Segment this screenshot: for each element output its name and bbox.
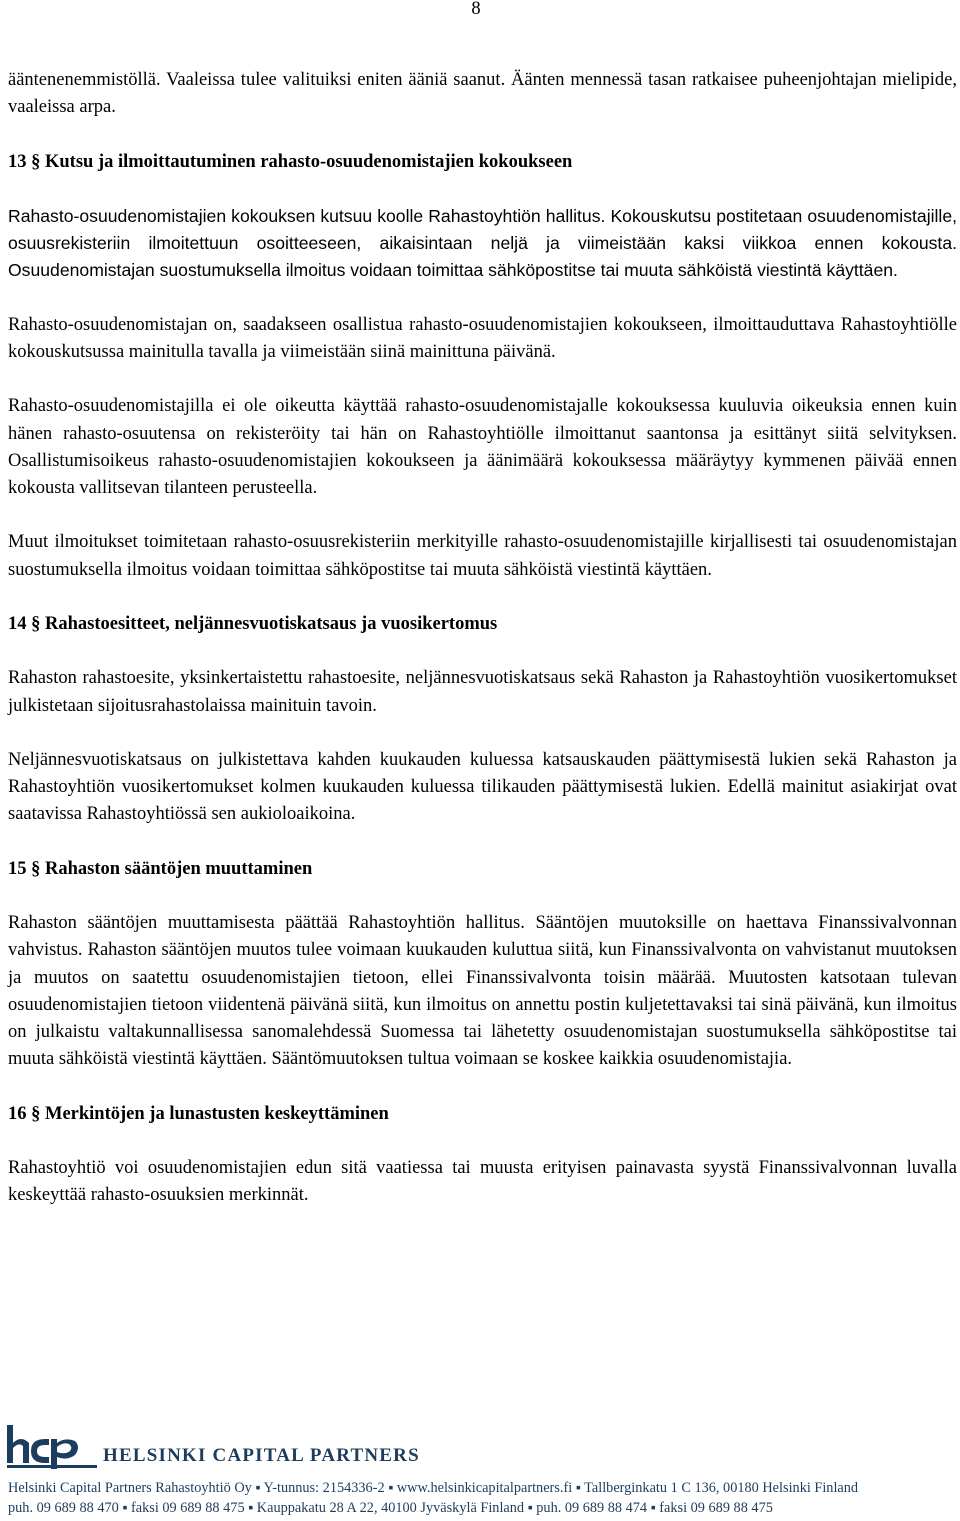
logo-text: HELSINKI CAPITAL PARTNERS: [103, 1445, 420, 1466]
section-15-heading: 15 § Rahaston sääntöjen muuttaminen: [8, 858, 313, 879]
footer-line-1: Helsinki Capital Partners Rahastoyhtiö Oy ▪ Y-tunnus: 2154336-2 ▪ www.helsinkicapitalpartners.fi ▪ Tallberginkatu 1 C 136, 00180 Helsinki Finland: [8, 1480, 859, 1496]
section-14-paragraph-1: Rahaston rahastoesite, yksinkertaistettu rahastoesite, neljännesvuotiskatsaus sekä Rahaston ja Rahastoyhtiön vuosikertomukset julkistetaan sijoitusrahastolaissa mainituin tavoin.: [8, 668, 957, 716]
hcp-logo-icon: [7, 1421, 420, 1471]
section-15-paragraph-1: Rahaston sääntöjen muuttamisesta päättää Rahastoyhtiön hallitus. Sääntöjen muutoksille on haettava Finanssivalvonnan vahvistus. Rahaston sääntöjen muutos tulee voimaan kuukauden kuluttua siitä, kun Finanssivalvonta on vahvistanut muutoksen ja muutos on saatettu osuudenomistajien tietoon, ellei Finanssivalvonta toisin määrää. Muutosten katsotaan tulevan osuudenomistajien tietoon viidentenä päivänä siitä, kun ilmoitus on annettu postin kuljetettavaksi tai sinä päivänä, kun ilmoitus on julkaistu valtakunnallisessa sanomalehdessä Suomessa tai lähetetty osuudenomistajan suostumuksella sähköpostitse tai muuta sähköistä viestintä käyttäen. Sääntömuutoksen tultua voimaan se koskee kaikkia osuudenomistajia.: [8, 913, 957, 1070]
page-number: 8: [471, 0, 481, 19]
intro-paragraph: ääntenenemmistöllä. Vaaleissa tulee valituiksi eniten ääniä saanut. Äänten mennessä tasan ratkaisee puheenjohtajan mielipide, vaaleissa arpa.: [8, 70, 957, 118]
section-13-heading: 13 § Kutsu ja ilmoittautuminen rahasto-osuudenomistajien kokoukseen: [8, 151, 573, 172]
section-13-paragraph-4: Muut ilmoitukset toimitetaan rahasto-osuusrekisteriin merkityille rahasto-osuudenomistajille kirjallisesti tai osuudenomistajan suostumuksella ilmoitus voidaan toimittaa sähköpostitse tai muuta sähköistä viestintä käyttäen.: [8, 532, 957, 580]
section-13-paragraph-1: Rahasto-osuudenomistajien kokouksen kutsuu koolle Rahastoyhtiön hallitus. Kokouskutsu postitetaan osuudenomistajille, osuusrekisteriin ilmoitettuun osoitteeseen, aikaisintaan neljä ja viimeistään kaksi viikkoa ennen kokousta. Osuudenomistajan suostumuksella ilmoitus voidaan toimittaa sähköpostitse tai muuta sähköistä viestintä käyttäen.: [8, 205, 957, 281]
section-13-paragraph-2: Rahasto-osuudenomistajan on, saadakseen osallistua rahasto-osuudenomistajien kokoukseen, ilmoittauduttava Rahastoyhtiölle kokouskutsussa mainitulla tavalla ja viimeistään siinä mainittuna päivänä.: [8, 314, 957, 362]
section-13-paragraph-3: Rahasto-osuudenomistajilla ei ole oikeutta käyttää rahasto-osuudenomistajalle kokouksessa kuuluvia oikeuksia ennen kuin hänen rahasto-osuutensa on rekisteröity tai hän on Rahastoyhtiölle ilmoittanut saantonsa ja esittänyt siitä selvityksen. Osallistumisoikeus rahasto-osuudenomistajien kokoukseen ja äänimäärä kokouksessa määräytyy kymmenen päivää ennen kokousta vallitsevan tilanteen perusteella.: [8, 396, 957, 498]
section-16-heading: 16 § Merkintöjen ja lunastusten keskeyttäminen: [8, 1103, 389, 1124]
footer: [8, 1478, 960, 1518]
section-14-paragraph-2: Neljännesvuotiskatsaus on julkistettava kahden kuukauden kuluessa katsauskauden päättymisestä lukien sekä Rahaston ja Rahastoyhtiön vuosikertomukset kolmen kuukauden kuluessa tilikauden päättymisestä lukien. Edellä mainitut asiakirjat ovat saatavissa Rahastoyhtiössä sen aukioloaikoina.: [8, 749, 957, 825]
footer-line-2: puh. 09 689 88 470 ▪ faksi 09 689 88 475 ▪ Kauppakatu 28 A 22, 40100 Jyväskylä Finland ▪ puh. 09 689 88 474 ▪ faksi 09 689 88 475: [8, 1500, 773, 1516]
section-16-paragraph-1: Rahastoyhtiö voi osuudenomistajien edun sitä vaatiessa tai muusta erityisen painavasta syystä Finanssivalvonnan luvalla keskeyttää rahasto-osuuksien merkinnät.: [8, 1157, 957, 1206]
section-14-heading: 14 § Rahastoesitteet, neljännesvuotiskatsaus ja vuosikertomus: [8, 613, 498, 634]
company-logo: [7, 1421, 420, 1471]
document-body: [8, 67, 957, 1209]
